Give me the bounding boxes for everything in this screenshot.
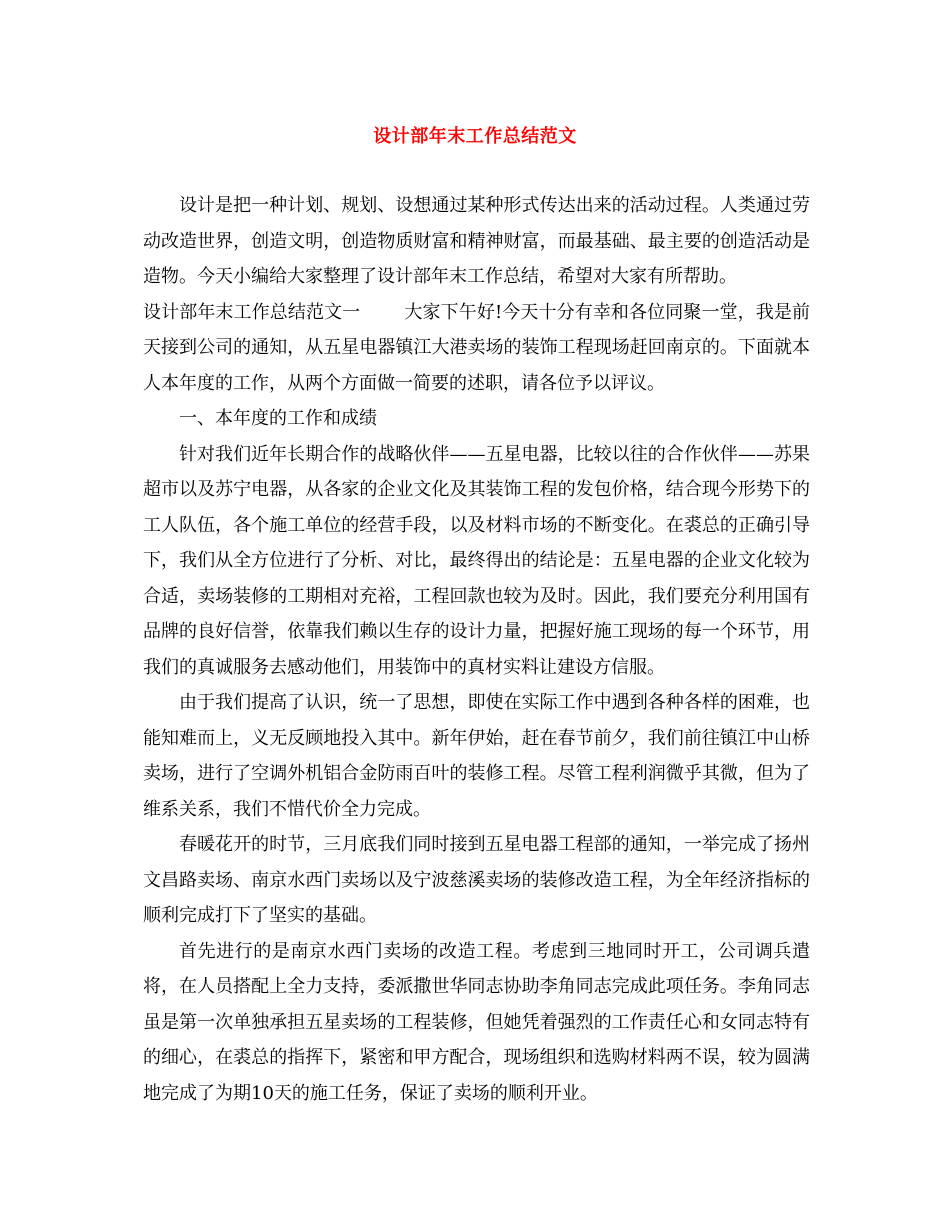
document-body	[143, 188, 810, 1111]
body-paragraph-4: 首先进行的是南京水西门卖场的改造工程。考虑到三地同时开工，公司调兵遣将，在人员搭配上全力支持，委派撒世华同志协助李角同志完成此项任务。李角同志虽是第一次单独承担五星卖场的工程装修，但她凭着强烈的工作责任心和女同志特有的细心，在裘总的指挥下，紧密和甲方配合，现场组织和选购材料两不误，较为圆满地完成了为期10天的施工任务，保证了卖场的顺利开业。	[143, 940, 810, 1104]
document-title: 设计部年末工作总结范文	[373, 126, 577, 147]
body-paragraph-3: 春暖花开的时节，三月底我们同时接到五星电器工程部的通知，一举完成了扬州文昌路卖场、南京水西门卖场以及宁波慈溪卖场的装修改造工程，为全年经济指标的顺利完成打下了坚实的基础。	[143, 834, 810, 926]
body-paragraph-1: 针对我们近年长期合作的战略伙伴——五星电器，比较以往的合作伙伴——苏果超市以及苏宁电器，从各家的企业文化及其装饰工程的发包价格，结合现今形势下的工人队伍，各个施工单位的经营手段，以及材料市场的不断变化。在裘总的正确引导下，我们从全方位进行了分析、对比，最终得出的结论是：五星电器的企业文化较为合适，卖场装修的工期相对充裕，工程回款也较为及时。因此，我们要充分利用国有品牌的良好信誉，依靠我们赖以生存的设计力量，把握好施工现场的每一个环节，用我们的真诚服务去感动他们，用装饰中的真材实料让建设方信服。	[143, 443, 810, 678]
section-1-heading: 设计部年末工作总结范文一	[143, 301, 361, 323]
section-1-paragraph	[143, 295, 810, 402]
intro-paragraph: 设计是把一种计划、规划、设想通过某种形式传达出来的活动过程。人类通过劳动改造世界，创造文明，创造物质财富和精神财富，而最基础、最主要的创造活动是造物。今天小编给大家整理了设计部年末工作总结，希望对大家有所帮助。	[143, 195, 810, 287]
body-paragraph-2: 由于我们提高了认识，统一了思想，即使在实际工作中遇到各种各样的困难，也能知难而上，义无反顾地投入其中。新年伊始，赶在春节前夕，我们前往镇江中山桥卖场，进行了空调外机铝合金防雨百叶的装修工程。尽管工程利润微乎其微，但为了维系关系，我们不惜代价全力完成。	[143, 692, 810, 820]
section-1-opening: 大家下午好!今天十分有幸和各位同聚一堂，我是前天接到公司的通知，从五星电器镇江大港卖场的装饰工程现场赶回南京的。下面就本人本年度的工作，从两个方面做一简要的述职，请各位予以评议。	[143, 301, 811, 394]
subheading-1: 一、本年度的工作和成绩	[179, 408, 377, 429]
